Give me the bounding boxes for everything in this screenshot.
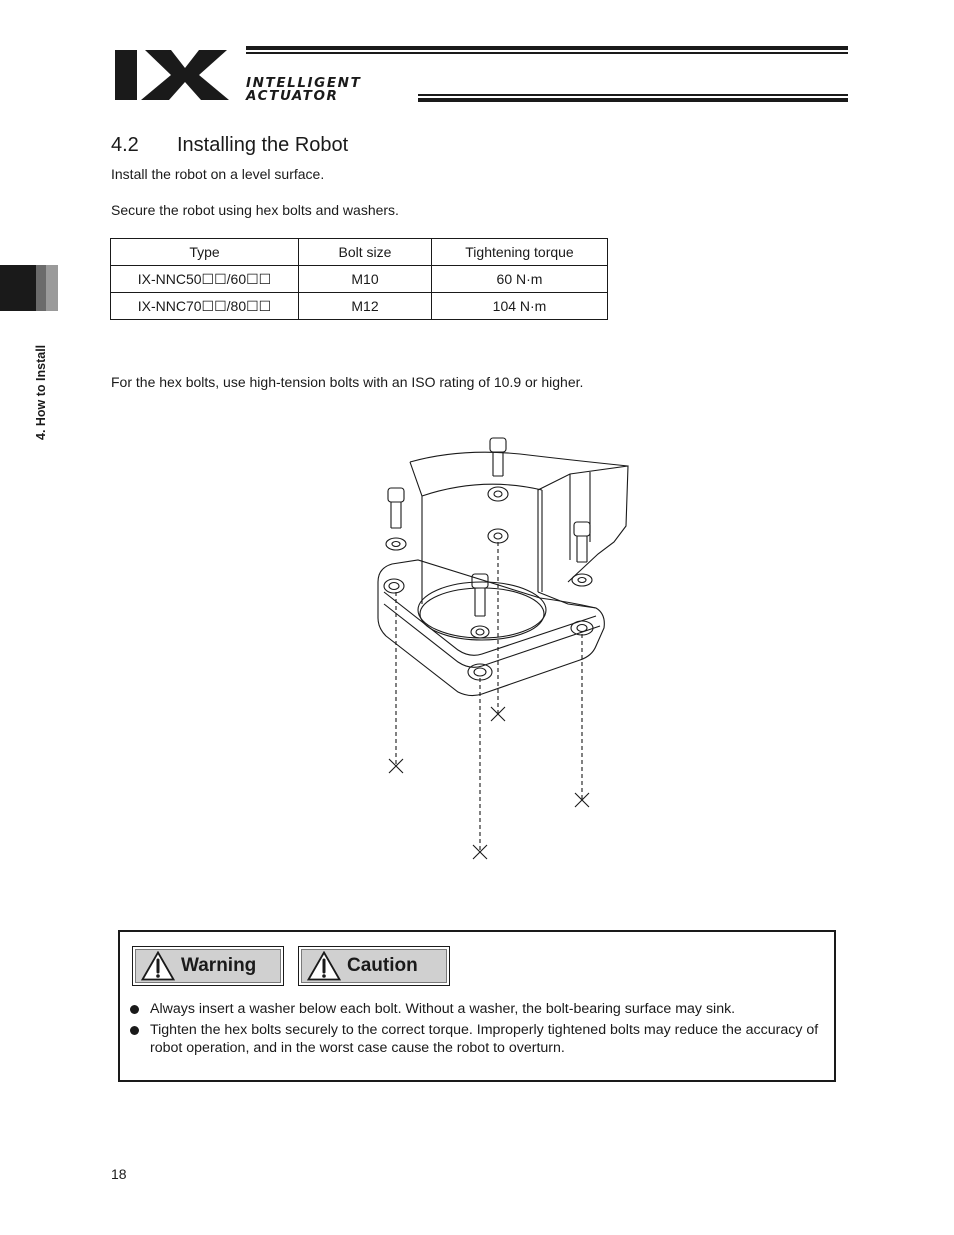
bullet-dot-icon <box>130 1026 139 1035</box>
header-type: Type <box>111 239 299 266</box>
paragraph-secure-bolts: Secure the robot using hex bolts and washers. <box>111 202 399 218</box>
caution-badge <box>298 946 450 986</box>
warning-badge <box>132 946 284 986</box>
logo-wordmark <box>246 77 361 103</box>
chapter-tab-dark <box>0 265 36 311</box>
table-row <box>111 266 608 293</box>
page-number: 18 <box>111 1166 127 1182</box>
header-rule-top-thick <box>246 46 848 50</box>
section-heading <box>111 134 348 157</box>
logo-line-intelligent: INTELLIGENT <box>246 75 362 91</box>
chapter-label: 4. How to Install <box>34 344 48 440</box>
section-title: Installing the Robot <box>177 134 349 156</box>
cell-torque: 60 N·m <box>432 266 608 293</box>
bullet-dot-icon <box>130 1005 139 1014</box>
caution-label: Caution <box>347 955 418 976</box>
cell-torque: 104 N·m <box>432 293 608 320</box>
chapter-tab-light <box>46 265 58 311</box>
chapter-tab-gray <box>36 265 46 311</box>
cell-bolt-size: M10 <box>299 266 432 293</box>
safety-notice-box <box>118 930 836 1082</box>
table-header-row <box>111 239 608 266</box>
robot-base-installation-illustration <box>370 432 640 862</box>
warning-triangle-icon <box>141 951 175 981</box>
paragraph-iso-rating: For the hex bolts, use high-tension bolts with an ISO rating of 10.9 or higher. <box>111 374 584 390</box>
logo-line-actuator: ACTUATOR <box>246 88 339 104</box>
header-bolt-size: Bolt size <box>299 239 432 266</box>
cell-bolt-size: M12 <box>299 293 432 320</box>
caution-triangle-icon <box>307 951 341 981</box>
paragraph-level-surface: Install the robot on a level surface. <box>111 166 325 182</box>
header-rule-bottom-thin <box>418 94 848 96</box>
warning-label: Warning <box>181 955 257 976</box>
notice-item-torque: Tighten the hex bolts securely to the correct torque. Improperly tightened bolts may reduce the accuracy of robot operation, and in the worst case cause the robot to overturn. <box>150 1022 819 1056</box>
section-number: 4.2 <box>111 134 139 156</box>
header-rule-top-thin <box>246 52 848 54</box>
table-row <box>111 293 608 320</box>
notice-item-washer: Always insert a washer below each bolt. Without a washer, the bolt-bearing surface may sink. <box>150 1001 736 1017</box>
header-torque: Tightening torque <box>432 239 608 266</box>
cell-type: IX-NNC50☐☐/60☐☐ <box>111 266 299 293</box>
bolt-spec-table <box>110 238 608 320</box>
cell-type: IX-NNC70☐☐/80☐☐ <box>111 293 299 320</box>
ix-logo <box>113 46 235 104</box>
header-rule-bottom-thick <box>418 98 848 102</box>
